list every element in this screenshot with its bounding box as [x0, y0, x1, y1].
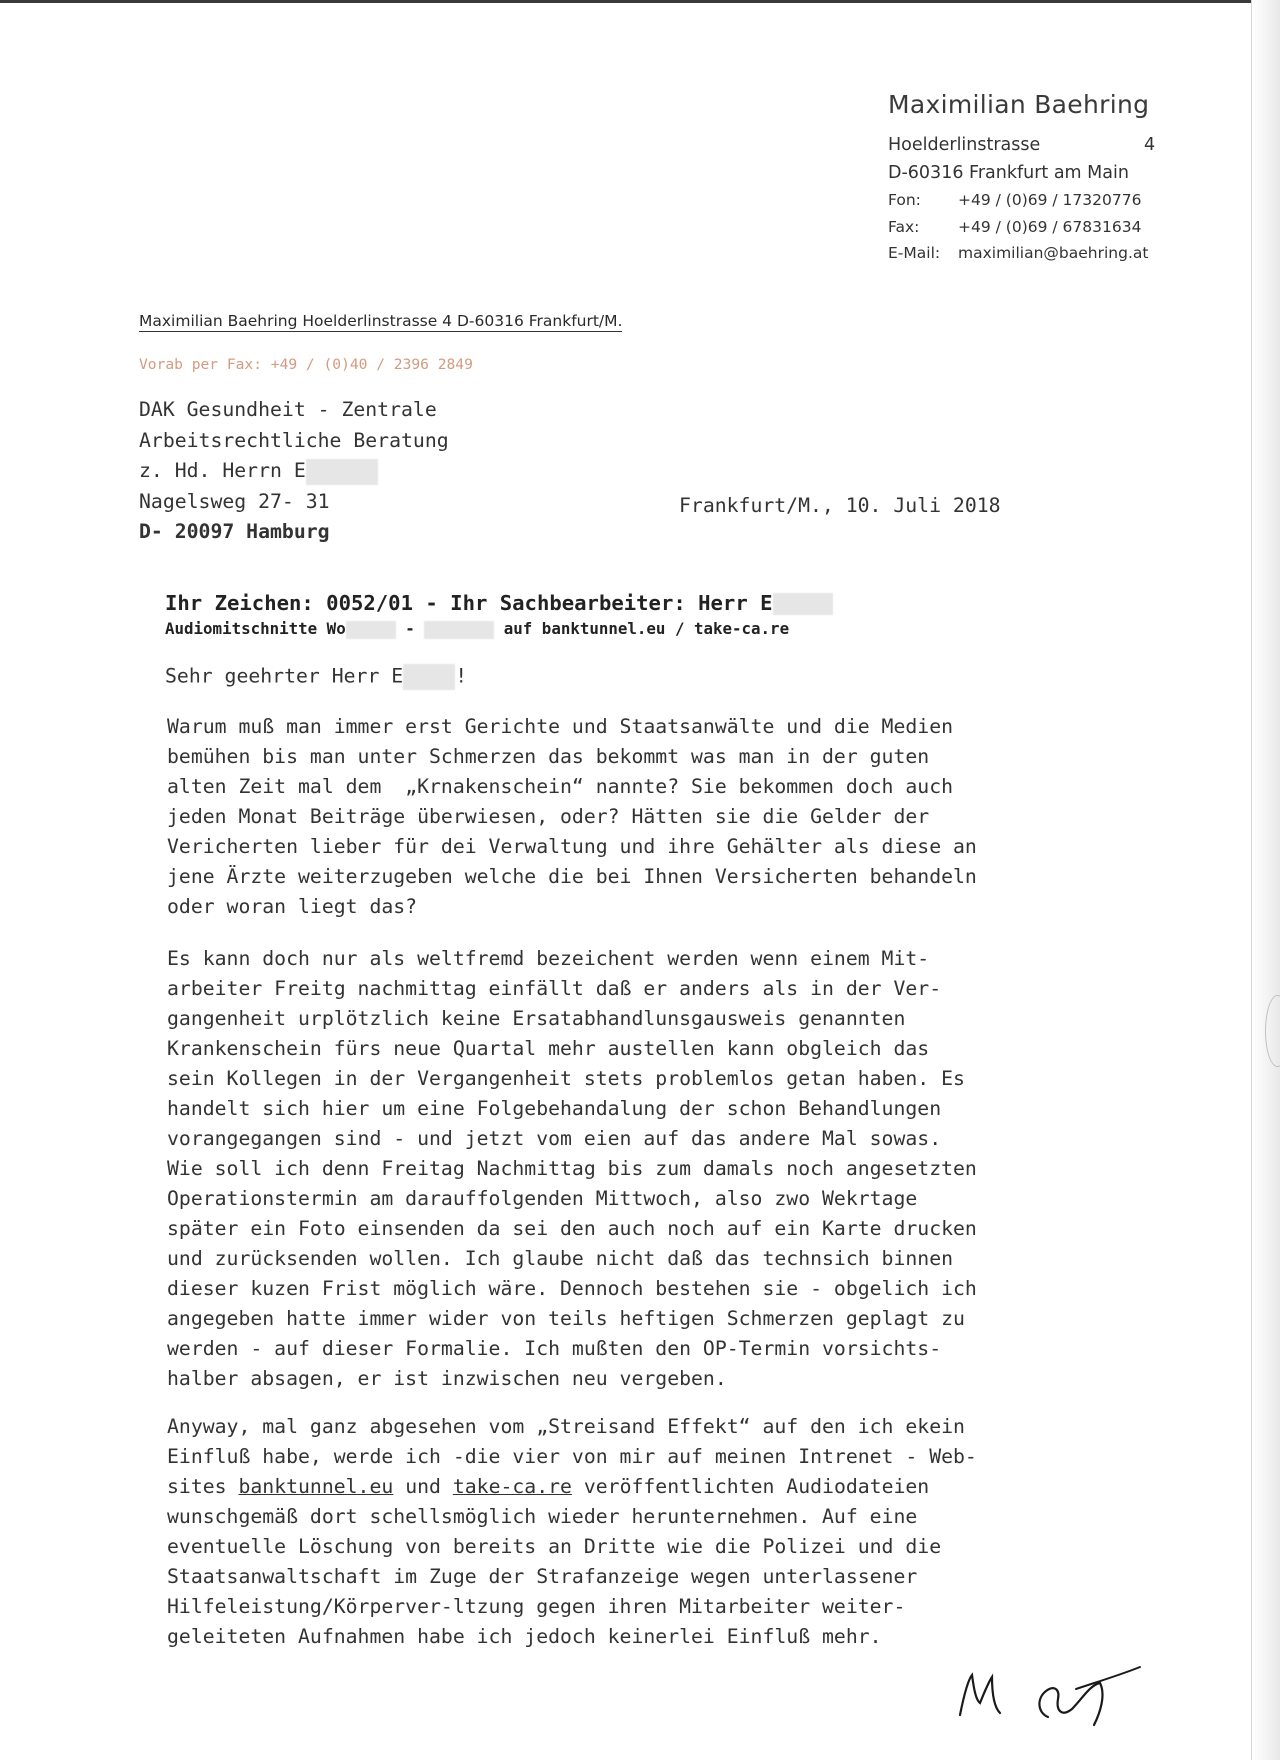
sender-house-number: 4 — [1144, 135, 1156, 155]
return-address: Maximilian Baehring Hoelderlinstrasse 4 D-60316 Frankfurt/M. — [139, 312, 623, 330]
fax-number: +49 / (0)69 / 67831634 — [958, 217, 1142, 236]
letter-date: Frankfurt/M., 10. Juli 2018 — [679, 494, 1001, 517]
email-label: E-Mail: — [888, 244, 941, 262]
sender-phone-line — [888, 187, 1168, 214]
sender-block — [888, 90, 1168, 267]
body-paragraph-1: Warum muß man immer erst Gerichte und Staatsanwälte und die Medien bemühen bis man unter Schmerzen das bekommt was man in der guten alten Zeit mal dem „Krnakenschein“ nannte? Sie bekommen doch auch jeden Monat Beiträge überwiesen, oder? Hätten sie die Gelder der Vericherten lieber für dei Verwaltung und ihre Gehälter als diese an jene Ärzte weiterzugeben welche die bei Ihnen Versicherten behandeln oder woran liegt das? — [167, 715, 977, 918]
recipient-line-5: D- 20097 Hamburg — [139, 520, 330, 543]
sender-city: D-60316 Frankfurt am Main — [888, 163, 1129, 183]
body-paragraph-2: Es kann doch nur als weltfremd bezeichent werden wenn einem Mit- arbeiter Freitg nachmittag einfällt daß er anders als in der Ver- gangenheit urplötzlich keine Ersatabhandlunsgausweis genannten Krankenschein fürs neue Quartal mehr austellen kann obgleich das sein Kollegen in der Vergangenheit stets problemlos getan haben. Es handelt sich hier um eine Folgebehandalung der schon Behandlungen vorangegangen sind - und jetzt vom eien auf das andere Mal sowas. Wie soll ich denn Freitag Nachmittag bis zum damals noch angesetzten Operationstermin am darauffolgenden Mittwoch, also zwo Wekrtage später ein Foto einsenden da sei den auch noch auf ein Karte drucken und zurücksenden wollen. Ich glaube nicht daß das technsich binnen dieser kuzen Frist möglich wäre. Dennoch bestehen sie - obgelich ich angegeben hatte immer wider von teils heftigen Schmerzen geplagt zu werden - auf dieser Formalie. Ich mußten den OP-Termin vorsichts- halber absagen, er ist inzwischen neu vergeben. — [167, 947, 977, 1390]
redaction-block — [403, 664, 455, 690]
fax-label: Fax: — [888, 217, 920, 236]
body-paragraph-3 — [167, 1412, 977, 1652]
salutation-text: Sehr geehrter Herr E — [165, 664, 404, 688]
reference-subject-end: auf banktunnel.eu / take-ca.re — [503, 619, 790, 638]
link-take-ca-re[interactable]: take-ca.re — [452, 1475, 572, 1498]
reference-block — [165, 588, 833, 640]
reference-subject-dash: - — [405, 619, 415, 638]
paragraph-3-line-3b: und — [393, 1475, 453, 1498]
redaction-block — [773, 593, 833, 615]
recipient-line-3 — [139, 456, 449, 487]
sender-fax-line — [888, 214, 1168, 241]
recipient-line-2: Arbeitsrechtliche Beratung — [139, 428, 449, 452]
redaction-block — [424, 621, 494, 639]
phone-label: Fon: — [888, 191, 921, 209]
reference-line-1 — [165, 588, 833, 618]
link-banktunnel[interactable]: banktunnel.eu — [238, 1475, 394, 1498]
sender-street: Hoelderlinstrasse — [888, 135, 1041, 155]
sender-name: Maximilian Baehring — [888, 90, 1150, 119]
fax-note: Vorab per Fax: +49 / (0)40 / 2396 2849 — [139, 356, 473, 373]
recipient-line-4: Nagelsweg 27- 31 — [139, 489, 330, 513]
paragraph-3-line-2: Einfluß habe, werde ich -die vier von mir auf meinen Intrenet - Web- — [167, 1445, 977, 1468]
salutation-end: ! — [455, 664, 468, 688]
paragraph-3-line-1: Anyway, mal ganz abgesehen vom „Streisand Effekt“ auf den ich ekein — [167, 1415, 965, 1438]
handwritten-signature — [950, 1655, 1170, 1739]
phone-number: +49 / (0)69 / 17320776 — [958, 191, 1142, 209]
paragraph-3-rest: wunschgemäß dort schellsmöglich wieder herunternehmen. Auf eine eventuelle Löschung von bereits an Dritte wie die Polizei und die Staatsanwaltschaft im Zuge der Strafanzeige wegen unterlassener Hilfeleistung/Körperver-ltzung gegen ihren Mitarbeiter weiter- geleiteten Aufnahmen habe ich jedoch keinerlei Einfluß mehr. — [167, 1505, 942, 1648]
recipient-line-1: DAK Gesundheit - Zentrale — [139, 398, 437, 421]
paragraph-3-line-3a: sites — [167, 1475, 239, 1498]
scan-edge-right — [1251, 0, 1280, 1760]
recipient-address — [139, 395, 449, 548]
recipient-name: z. Hd. Herrn E — [139, 459, 306, 482]
paragraph-3-line-3c: veröffentlichten Audiodateien — [571, 1475, 930, 1498]
reference-text: Ihr Zeichen: 0052/01 - Ihr Sachbearbeiter: Herr E — [165, 591, 773, 615]
reference-line-2 — [165, 618, 833, 640]
sender-street-line — [888, 131, 1168, 159]
salutation — [165, 664, 467, 690]
reference-subject-start: Audiomitschnitte Wo — [165, 619, 346, 638]
redaction-block — [346, 621, 396, 639]
scan-edge-top — [0, 0, 1280, 3]
redaction-block — [306, 459, 378, 485]
sender-email-line — [888, 240, 1168, 267]
email-address: maximilian@baehring.at — [958, 244, 1149, 262]
